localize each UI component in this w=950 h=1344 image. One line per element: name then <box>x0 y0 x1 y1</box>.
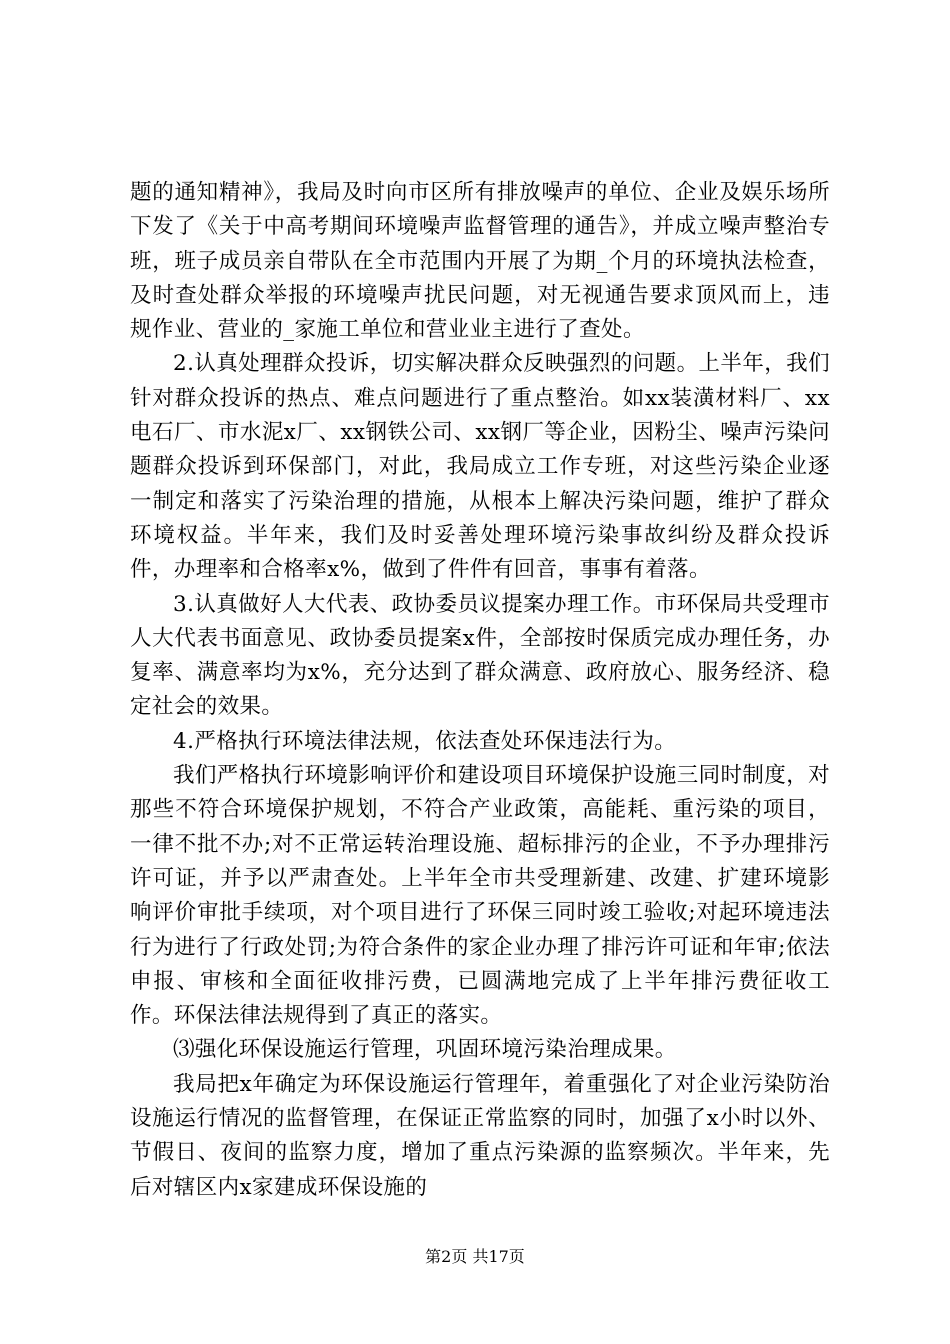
paragraph-notice-continuation: 题的通知精神》，我局及时向市区所有排放噪声的单位、企业及娱乐场所下发了《关于中高考期间环境噪声监督管理的通告》，并成立噪声整治专班，班子成员亲自带队在全市范围内开展了为期_个月的环境执法检查，及时查处群众举报的环境噪声扰民问题，对无视通告要求顶风而上，违规作业、营业的_家施工单位和营业业主进行了查处。 <box>130 180 830 343</box>
page-number-footer: 第2页 共17页 <box>425 1247 525 1266</box>
paragraph-facility-heading: ⑶强化环保设施运行管理，巩固环境污染治理成果。 <box>173 1037 677 1063</box>
paragraph-complaints: 2.认真处理群众投诉，切实解决群众反映强烈的问题。上半年，我们针对群众投诉的热点、难点问题进行了重点整治。如xx装潢材料厂、xx电石厂、市水泥x厂、xx钢铁公司、xx钢厂等企业，因粉尘、噪声污染问题群众投诉到环保部门，对此，我局成立工作专班，对这些污染企业逐一制定和落实了污染治理的措施，从根本上解决污染问题，维护了群众环境权益。半年来，我们及时妥善处理环境污染事故纠纷及群众投诉件，办理率和合格率x%，做到了件件有回音，事事有着落。 <box>130 351 830 583</box>
paragraph-law-heading: 4.严格执行环境法律法规，依法查处环保违法行为。 <box>173 728 677 754</box>
document-body <box>130 176 830 1205</box>
paragraph-proposals: 3.认真做好人大代表、政协委员议提案办理工作。市环保局共受理市人大代表书面意见、政协委员提案x件，全部按时保质完成办理任务，办复率、满意率均为x%，充分达到了群众满意、政府放心、服务经济、稳定社会的效果。 <box>130 591 830 720</box>
paragraph-law-enforcement: 我们严格执行环境影响评价和建设项目环境保护设施三同时制度，对那些不符合环境保护规划，不符合产业政策，高能耗、重污染的项目，一律不批不办;对不正常运转治理设施、超标排污的企业，不予办理排污许可证，并予以严肃查处。上半年全市共受理新建、改建、扩建环境影响评价审批手续项，对个项目进行了环保三同时竣工验收;对起环境违法行为进行了行政处罚;为符合条件的家企业办理了排污许可证和年审;依法申报、审核和全面征收排污费，已圆满地完成了上半年排污费征收工作。环保法律法规得到了真正的落实。 <box>130 763 831 1029</box>
paragraph-facility-management: 我局把x年确定为环保设施运行管理年，着重强化了对企业污染防治设施运行情况的监督管理，在保证正常监察的同时，加强了x小时以外、节假日、夜间的监察力度，增加了重点污染源的监察频次。半年来，先后对辖区内x家建成环保设施的 <box>130 1071 830 1200</box>
